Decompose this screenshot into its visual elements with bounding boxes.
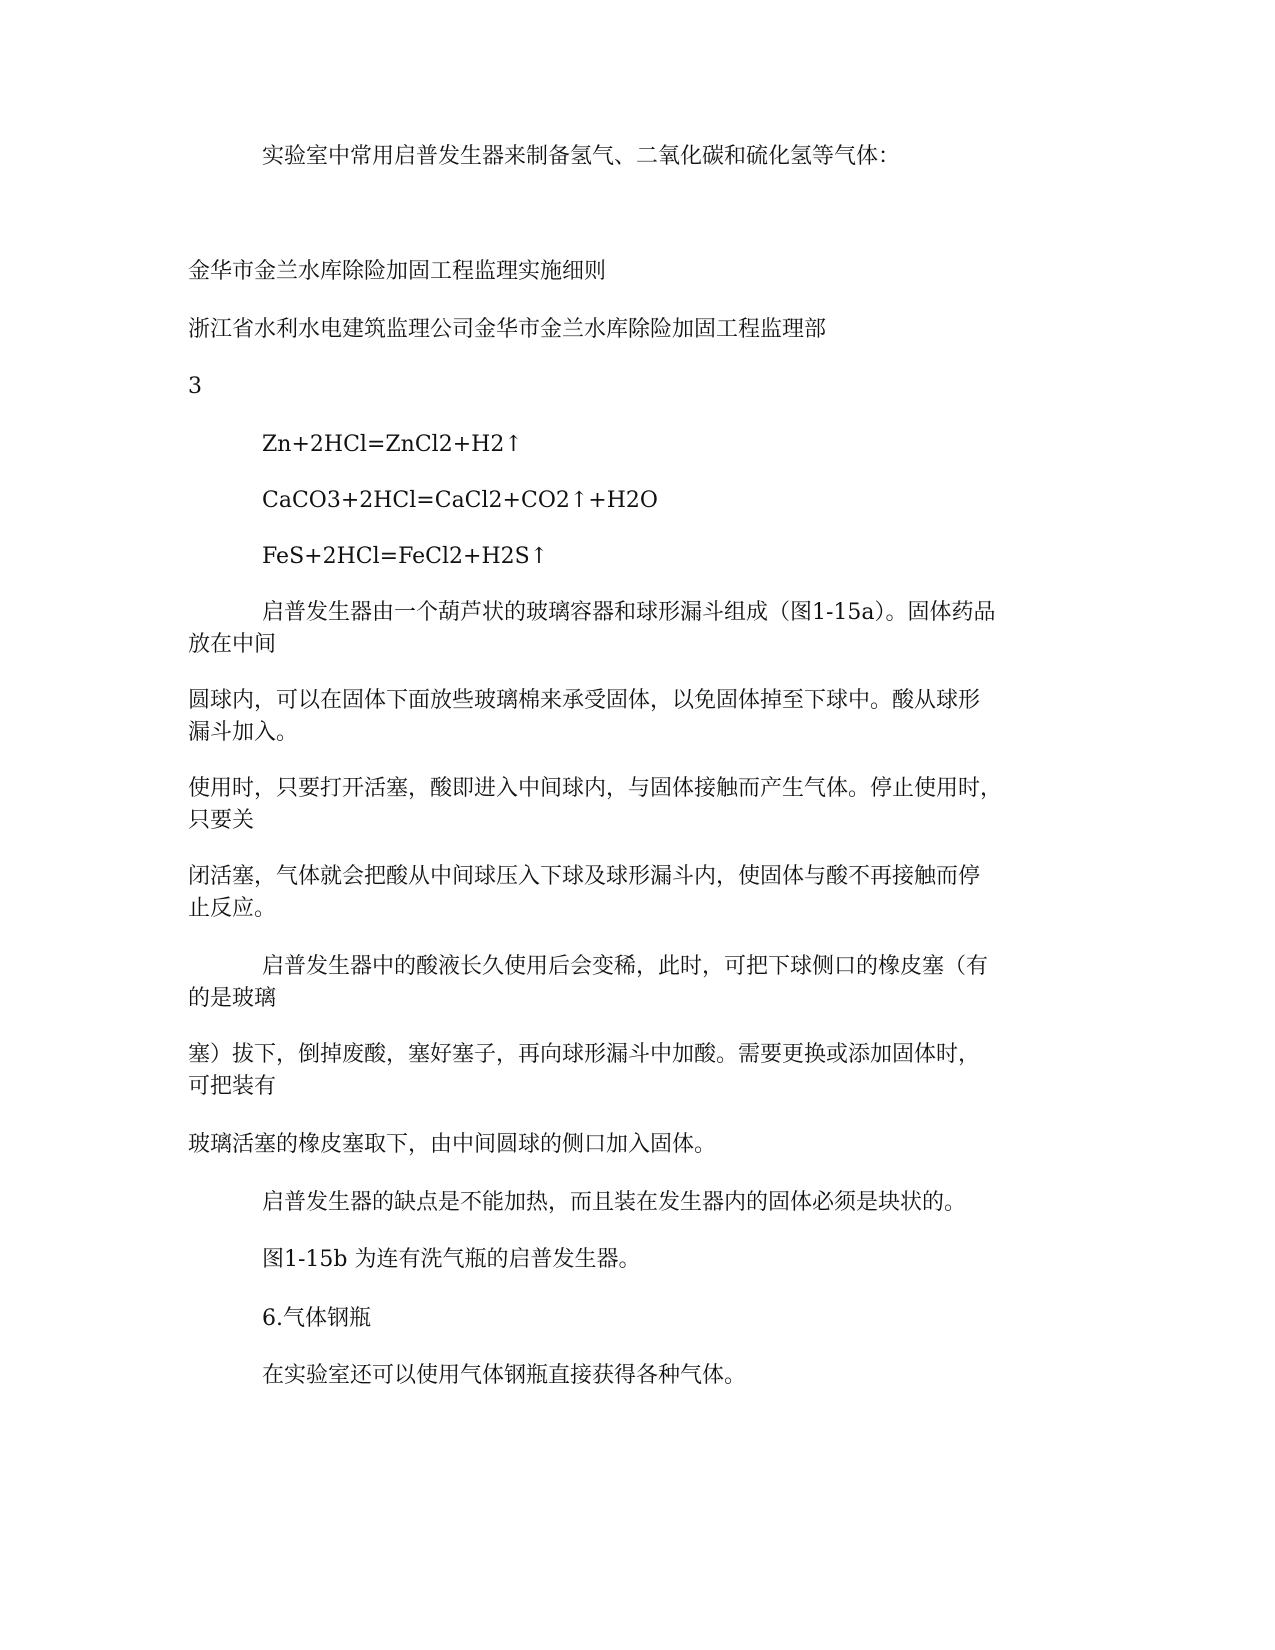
paragraph-6-line-2: 可把装有 (188, 1074, 277, 1099)
paragraph-4-line-2: 止反应。 (188, 896, 277, 921)
equation-zinc: Zn+2HCl=ZnCl2+H2↑ (262, 432, 523, 457)
equation-iron-sulfide: FeS+2HCl=FeCl2+H2S↑ (262, 544, 549, 569)
paragraph-3-line-2: 只要关 (188, 808, 255, 833)
section-heading: 6.气体钢瓶 (262, 1306, 371, 1331)
paragraph-1-line-2: 放在中间 (188, 632, 277, 657)
paragraph-5-line-1: 启普发生器中的酸液长久使用后会变稀，此时，可把下球侧口的橡皮塞（有 (262, 954, 989, 979)
paragraph-1-line-1: 启普发生器由一个葫芦状的玻璃容器和球形漏斗组成（图1-15a）。固体药品 (262, 600, 996, 625)
paragraph-2-line-1: 圆球内，可以在固体下面放些玻璃棉来承受固体，以免固体掉至下球中。酸从球形 (188, 688, 981, 713)
paragraph-8: 启普发生器的缺点是不能加热，而且装在发生器内的固体必须是块状的。 (262, 1190, 967, 1215)
paragraph-7: 玻璃活塞的橡皮塞取下，由中间圆球的侧口加入固体。 (188, 1132, 717, 1157)
paragraph-5-line-2: 的是玻璃 (188, 986, 277, 1011)
equation-calcium-carbonate: CaCO3+2HCl=CaCl2+CO2↑+H2O (262, 488, 658, 513)
intro-line: 实验室中常用启普发生器来制备氢气、二氧化碳和硫化氢等气体： (262, 144, 901, 169)
paragraph-9: 图1-15b 为连有洗气瓶的启普发生器。 (262, 1247, 641, 1272)
page-number: 3 (188, 374, 202, 399)
organization-name: 浙江省水利水电建筑监理公司金华市金兰水库除险加固工程监理部 (188, 317, 827, 342)
paragraph-4-line-1: 闭活塞，气体就会把酸从中间球压入下球及球形漏斗内，使固体与酸不再接触而停 (188, 864, 981, 889)
paragraph-3-line-1: 使用时，只要打开活塞，酸即进入中间球内，与固体接触而产生气体。停止使用时， (188, 776, 1003, 801)
document-title: 金华市金兰水库除险加固工程监理实施细则 (188, 259, 607, 284)
paragraph-2-line-2: 漏斗加入。 (188, 720, 299, 745)
paragraph-10: 在实验室还可以使用气体钢瓶直接获得各种气体。 (262, 1363, 747, 1388)
paragraph-6-line-1: 塞）拔下，倒掉废酸，塞好塞子，再向球形漏斗中加酸。需要更换或添加固体时， (188, 1042, 981, 1067)
